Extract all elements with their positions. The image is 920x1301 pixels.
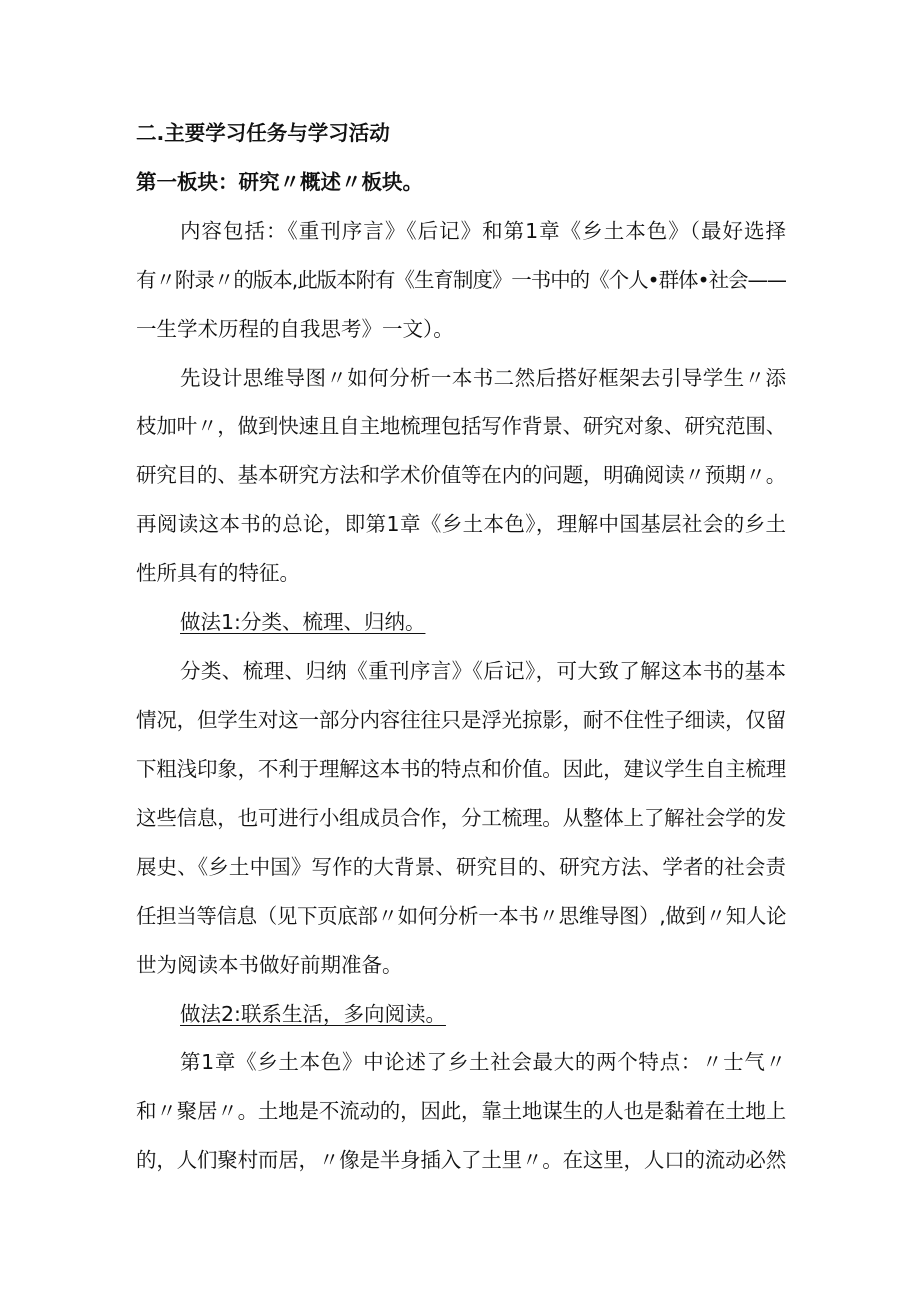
method1-line: 下粗浅印象，不利于理解这本书的特点和价值。因此，建议学生自主梳理: [136, 757, 786, 781]
method2-line: 的，人们聚村而居，〃像是半身插入了土里〃。在这里，人口的流动必然: [136, 1148, 786, 1172]
block-heading: 第一板块：研究〃概述〃板块。: [136, 170, 423, 194]
section-heading: 二.主要学习任务与学习活动: [136, 121, 390, 145]
plan-line: 先设计思维导图〃如何分析一本书二然后搭好框架去引导学生〃添: [180, 366, 786, 390]
plan-line: 枝加叶〃，做到快速且自主地梳理包括写作背景、研究对象、研究范围、: [136, 414, 786, 438]
plan-line: 性所具有的特征。: [136, 561, 300, 585]
plan-line: 研究目的、基本研究方法和学术价值等在内的问题，明确阅读〃预期〃。: [136, 463, 786, 487]
intro-line: 内容包括：《重刊序言》《后记》和第1章《乡土本色》（最好选择: [180, 219, 786, 243]
intro-line: 有〃附录〃的版本,此版本附有《生育制度》一书中的《个人•群体•社会——: [136, 268, 786, 292]
plan-line: 再阅读这本书的总论，即第1章《乡土本色》，理解中国基层社会的乡土: [136, 512, 786, 536]
method1-line: 情况，但学生对这一部分内容往往只是浮光掠影，耐不住性子细读，仅留: [136, 708, 786, 732]
method2-line: 第1章《乡土本色》中论述了乡土社会最大的两个特点：〃士气〃: [180, 1050, 786, 1074]
method1-line: 这些信息，也可进行小组成员合作，分工梳理。从整体上了解社会学的发: [136, 806, 786, 830]
method1-line: 展史、《乡土中国》写作的大背景、研究目的、研究方法、学者的社会责: [136, 855, 786, 879]
method1-line: 任担当等信息（见下页底部〃如何分析一本书〃思维导图）,做到〃知人论: [136, 904, 786, 928]
method2-line: 和〃聚居〃。土地是不流动的，因此，靠土地谋生的人也是黏着在土地上: [136, 1099, 786, 1123]
method1-line: 世为阅读本书做好前期准备。: [136, 953, 403, 977]
method1-title: 做法1:分类、梳理、归纳。: [180, 610, 426, 634]
intro-line: 一生学术历程的自我思考》一文）。: [136, 317, 454, 341]
method2-title: 做法2:联系生活，多向阅读。: [180, 1002, 446, 1026]
method1-line: 分类、梳理、归纳《重刊序言》《后记》，可大致了解这本书的基本: [180, 659, 786, 683]
